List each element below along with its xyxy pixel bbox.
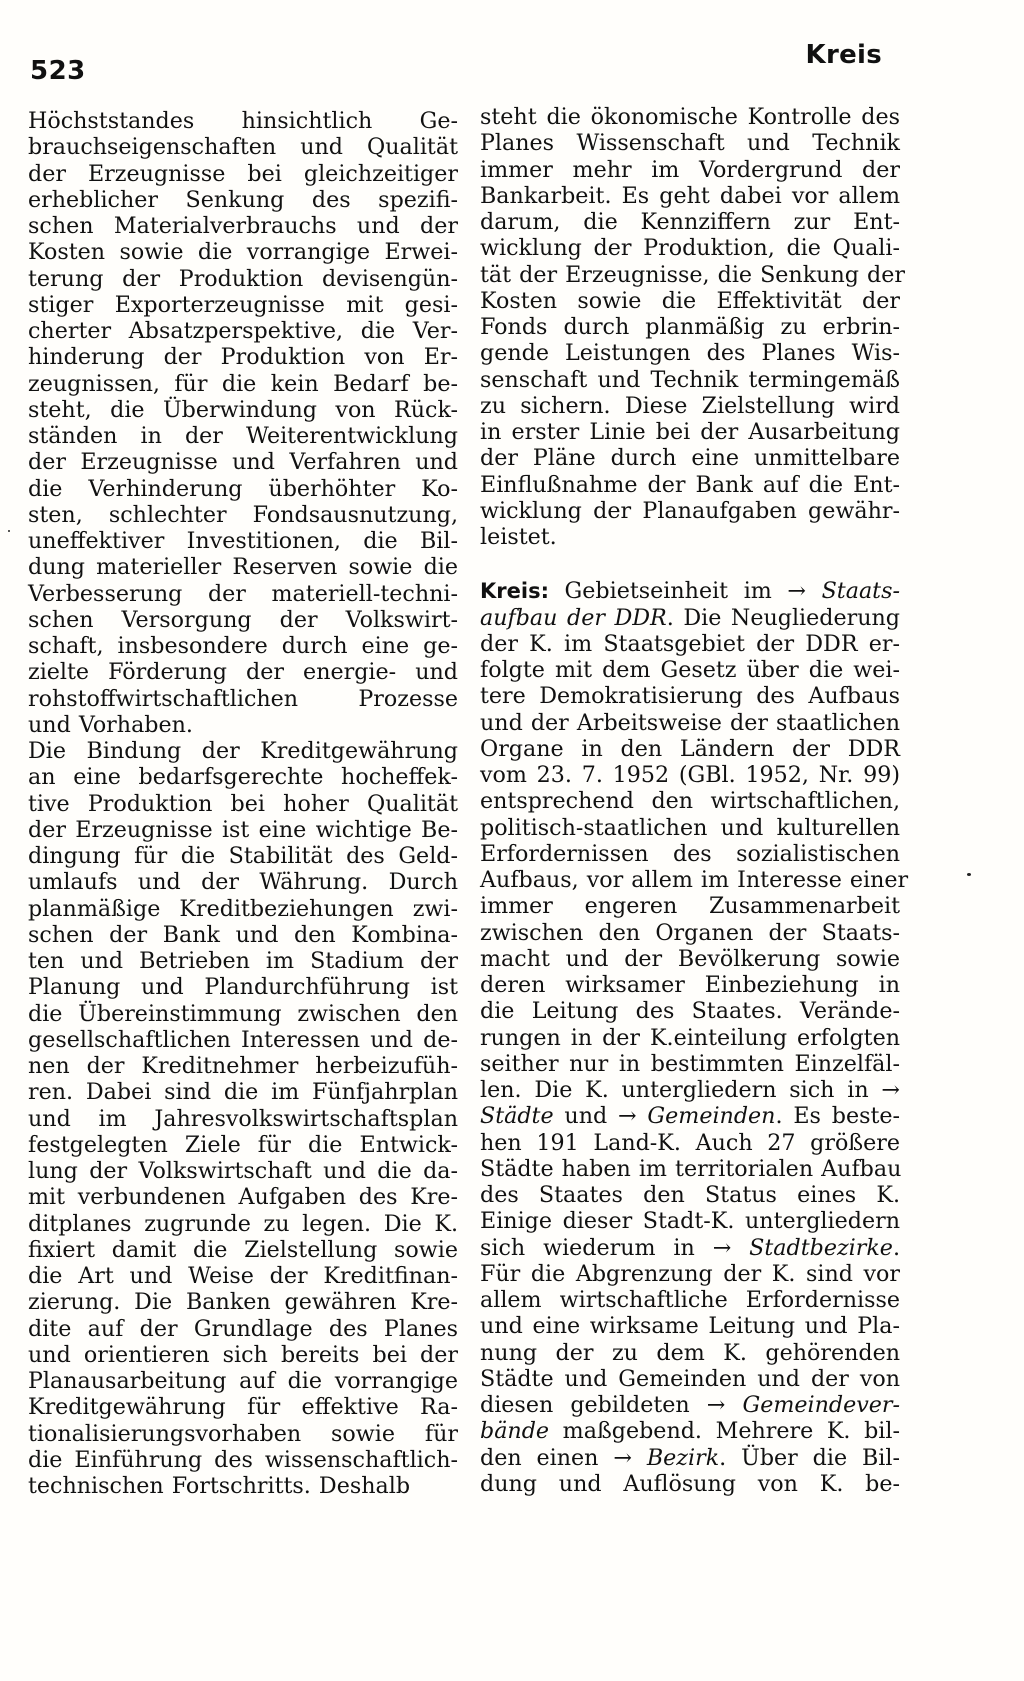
entry-line: Städte und Gemeinden und der von — [480, 1365, 900, 1392]
text-line: Höchststandes hinsichtlich Ge- — [28, 108, 458, 134]
text-line: festgelegten Ziele für die Entwick- — [28, 1131, 458, 1158]
cross-reference[interactable]: Städte — [480, 1103, 554, 1130]
text-line: planmäßige Kreditbeziehungen zwi- — [28, 895, 458, 922]
text-line: Verbesserung der materiell-techni- — [28, 580, 458, 607]
continued-entry-text — [480, 104, 905, 550]
text-line: wicklung der Planaufgaben gewähr- — [480, 497, 900, 524]
text-line: hinderung der Produktion von Er- — [28, 344, 458, 371]
text-line: darum, die Kennziffern zur Ent- — [480, 209, 900, 235]
text-line: wicklung der Produktion, die Quali- — [480, 235, 900, 262]
entry-line: allem wirtschaftliche Erfordernisse — [480, 1287, 900, 1313]
text-line: der Erzeugnisse und Verfahren und — [28, 449, 458, 476]
text-line: Bankarbeit. Es geht dabei vor allem — [480, 182, 900, 209]
text-line: in erster Linie bei der Ausarbeitung — [480, 419, 900, 445]
arrow-icon: → — [787, 578, 807, 605]
text-line: schen der Bank und den Kombina- — [28, 921, 458, 948]
left-column — [28, 108, 458, 1499]
entry-line: bände maßgebend. Mehrere K. bil- — [480, 1418, 900, 1445]
running-head: Kreis — [805, 40, 882, 70]
cross-reference[interactable]: aufbau der DDR — [480, 604, 667, 631]
entry-line: Städte haben im territorialen Aufbau — [480, 1155, 902, 1182]
text-line: ditplanes zugrunde zu legen. Die K. — [28, 1210, 458, 1237]
entry-line: immer engeren Zusammenarbeit — [480, 893, 900, 920]
text-line: steht, die Überwindung von Rück- — [28, 396, 458, 423]
page-number: 523 — [30, 56, 86, 86]
arrow-icon: → — [881, 1077, 900, 1103]
text-line: und orientieren sich bereits bei der — [28, 1341, 458, 1368]
entry-line: aufbau der DDR. Die Neugliederung — [480, 604, 900, 631]
entry-line: Städte und → Gemeinden. Es beste- — [480, 1103, 900, 1130]
entry-line: hen 191 Land-K. Auch 27 größere — [480, 1129, 900, 1156]
text-line: der Erzeugnisse ist eine wichtige Be- — [28, 816, 458, 843]
text-line: ten und Betrieben im Stadium der — [28, 948, 458, 974]
text-line: cherter Absatzperspektive, die Ver- — [28, 318, 458, 344]
text-line: zielte Förderung der energie- und — [28, 659, 458, 686]
entry-line: dung und Auflösung von K. be- — [480, 1470, 900, 1497]
text-line: gesellschaftlichen Interessen und de- — [28, 1026, 458, 1053]
text-line: zu sichern. Diese Zielstellung wird — [480, 392, 900, 419]
text-line: lung der Volkswirtschaft und die da- — [28, 1158, 458, 1184]
text-line: die Verhinderung überhöhter Ko- — [28, 475, 458, 502]
entry-keyword: Kreis: — [480, 579, 549, 604]
text-line: schen Versorgung der Volkswirt- — [28, 606, 458, 633]
arrow-icon: → — [706, 1392, 726, 1418]
text-line: Fonds durch planmäßig zu erbrin- — [480, 314, 900, 340]
text-line: brauchseigenschaften und Qualität — [28, 134, 458, 161]
text-line: Kosten sowie die vorrangige Erwei- — [28, 239, 458, 266]
entry-line: und eine wirksame Leitung und Pla- — [480, 1313, 900, 1340]
entry-line: rungen in der K.einteilung erfolgten — [480, 1024, 900, 1051]
text-line: fixiert damit die Zielstellung sowie — [28, 1236, 458, 1263]
text-line: terung der Produktion devisengün- — [28, 265, 458, 292]
entry-line: Kreis: Gebietseinheit im → Staats- — [480, 578, 900, 605]
scan-speck — [8, 530, 10, 532]
text-line: die Art und Weise der Kreditfinan- — [28, 1263, 458, 1289]
entry-line: Für die Abgrenzung der K. sind vor — [480, 1260, 900, 1287]
text-line: Kosten sowie die Effektivität der — [480, 287, 900, 314]
entry-line: len. Die K. untergliedern sich in → — [480, 1077, 900, 1103]
text-line: schen Materialverbrauchs und der — [28, 213, 458, 239]
text-line: und im Jahresvolkswirtschaftsplan — [28, 1105, 458, 1132]
text-line: tät der Erzeugnisse, die Senkung der — [480, 261, 905, 288]
text-line: tive Produktion bei hoher Qualität — [28, 790, 458, 817]
text-line: sten, schlechter Fondsausnutzung, — [28, 501, 458, 528]
entry-line: tere Demokratisierung des Aufbaus — [480, 683, 900, 710]
text-line: schaft, insbesondere durch eine ge- — [28, 633, 458, 659]
entry-line: Aufbaus, vor allem im Interesse einer — [480, 867, 909, 893]
entry-line: der K. im Staatsgebiet der DDR er- — [480, 630, 900, 657]
arrow-icon: → — [613, 1444, 632, 1471]
entry-kreis — [480, 578, 909, 1497]
text-line: gende Leistungen des Planes Wis- — [480, 340, 900, 367]
text-line: Planung und Plandurchführung ist — [28, 974, 458, 1001]
entry-line: zwischen den Organen der Staats- — [480, 919, 900, 946]
text-line: dung materieller Reserven sowie die — [28, 554, 458, 581]
entry-line: und der Arbeitsweise der staatlichen — [480, 709, 900, 736]
text-line: Kreditgewährung für effektive Ra- — [28, 1394, 458, 1421]
text-line: an eine bedarfsgerechte hocheffek- — [28, 764, 458, 791]
scan-speck — [967, 873, 971, 876]
text-line: senschaft und Technik termingemäß — [480, 366, 900, 393]
text-line: zeugnissen, für die kein Bedarf be- — [28, 370, 458, 397]
entry-line: Einige dieser Stadt-K. untergliedern — [480, 1208, 900, 1235]
text-line: die Übereinstimmung zwischen den — [28, 1000, 458, 1027]
text-line: steht die ökonomische Kontrolle des — [480, 104, 900, 130]
cross-reference[interactable]: Bezirk — [631, 1444, 720, 1471]
entry-line: deren wirksamer Einbeziehung in — [480, 972, 900, 998]
text-line: und Vorhaben. — [28, 711, 193, 738]
text-line: die Einführung des wissenschaftlich- — [28, 1446, 458, 1473]
right-column — [480, 104, 909, 1497]
entry-line: vom 23. 7. 1952 (GBl. 1952, Nr. 99) — [480, 762, 900, 788]
text-line: technischen Fortschritts. Deshalb — [28, 1473, 411, 1499]
cross-reference[interactable]: Staats- — [806, 578, 900, 605]
text-line: erheblicher Senkung des spezifi- — [28, 186, 458, 213]
text-line: rohstoffwirtschaftlichen Prozesse — [28, 685, 458, 712]
entry-line: die Leitung des Staates. Verände- — [480, 998, 900, 1025]
text-line: ständen in der Weiterentwicklung — [28, 423, 458, 449]
text-line: Die Bindung der Kreditgewährung — [28, 738, 458, 764]
text-line: Planes Wissenschaft und Technik — [480, 130, 900, 157]
text-line: stiger Exporterzeugnisse mit gesi- — [28, 291, 458, 318]
text-line: der Erzeugnisse bei gleichzeitiger — [28, 160, 458, 187]
text-line: dingung für die Stabilität des Geld- — [28, 843, 458, 869]
text-line: mit verbundenen Aufgaben des Kre- — [28, 1184, 458, 1211]
entry-line: Erfordernissen des sozialistischen — [480, 840, 900, 867]
text-line: uneffektiver Investitionen, die Bil- — [28, 528, 458, 554]
entry-line: den einen → Bezirk. Über die Bil- — [480, 1444, 900, 1471]
text-line: zierung. Die Banken gewähren Kre- — [28, 1289, 458, 1316]
entry-line: folgte mit dem Gesetz über die wei- — [480, 657, 900, 683]
entry-line: entsprechend den wirtschaftlichen, — [480, 788, 900, 815]
entry-line: des Staates den Status eines K. — [480, 1182, 900, 1208]
entry-line: Organe in den Ländern der DDR — [480, 735, 900, 762]
text-line: immer mehr im Vordergrund der — [480, 156, 900, 183]
paragraph-gap — [480, 550, 900, 578]
cross-reference[interactable]: Gemeindever- — [725, 1392, 900, 1418]
entry-line: seither nur in bestimmten Einzelfäl- — [480, 1050, 900, 1077]
text-line: Einflußnahme der Bank auf die Ent- — [480, 471, 900, 498]
cross-reference[interactable]: bände — [480, 1418, 550, 1445]
text-line: tionalisierungsvorhaben sowie für — [28, 1420, 458, 1447]
cross-reference[interactable]: Stadtbezirke — [731, 1234, 893, 1261]
text-line: leistet. — [480, 524, 557, 550]
cross-reference[interactable]: Gemeinden — [636, 1103, 776, 1130]
text-line: nen der Kreditnehmer herbeizufüh- — [28, 1053, 458, 1079]
entry-line: politisch-staatlichen und kulturellen — [480, 814, 900, 841]
entry-line: macht und der Bevölkerung sowie — [480, 945, 900, 972]
text-line: der Pläne durch eine unmittelbare — [480, 445, 900, 472]
entry-line: sich wiederum in → Stadtbezirke. — [480, 1234, 900, 1261]
entry-line: diesen gebildeten → Gemeindever- — [480, 1392, 900, 1418]
entry-line: nung der zu dem K. gehörenden — [480, 1339, 900, 1366]
text-line: dite auf der Grundlage des Planes — [28, 1315, 458, 1342]
text-line: Planausarbeitung auf die vorrangige — [28, 1368, 458, 1394]
text-line: umlaufs und der Währung. Durch — [28, 869, 458, 896]
arrow-icon: → — [712, 1234, 732, 1261]
arrow-icon: → — [618, 1103, 637, 1130]
text-line: ren. Dabei sind die im Fünfjahrplan — [28, 1079, 458, 1106]
